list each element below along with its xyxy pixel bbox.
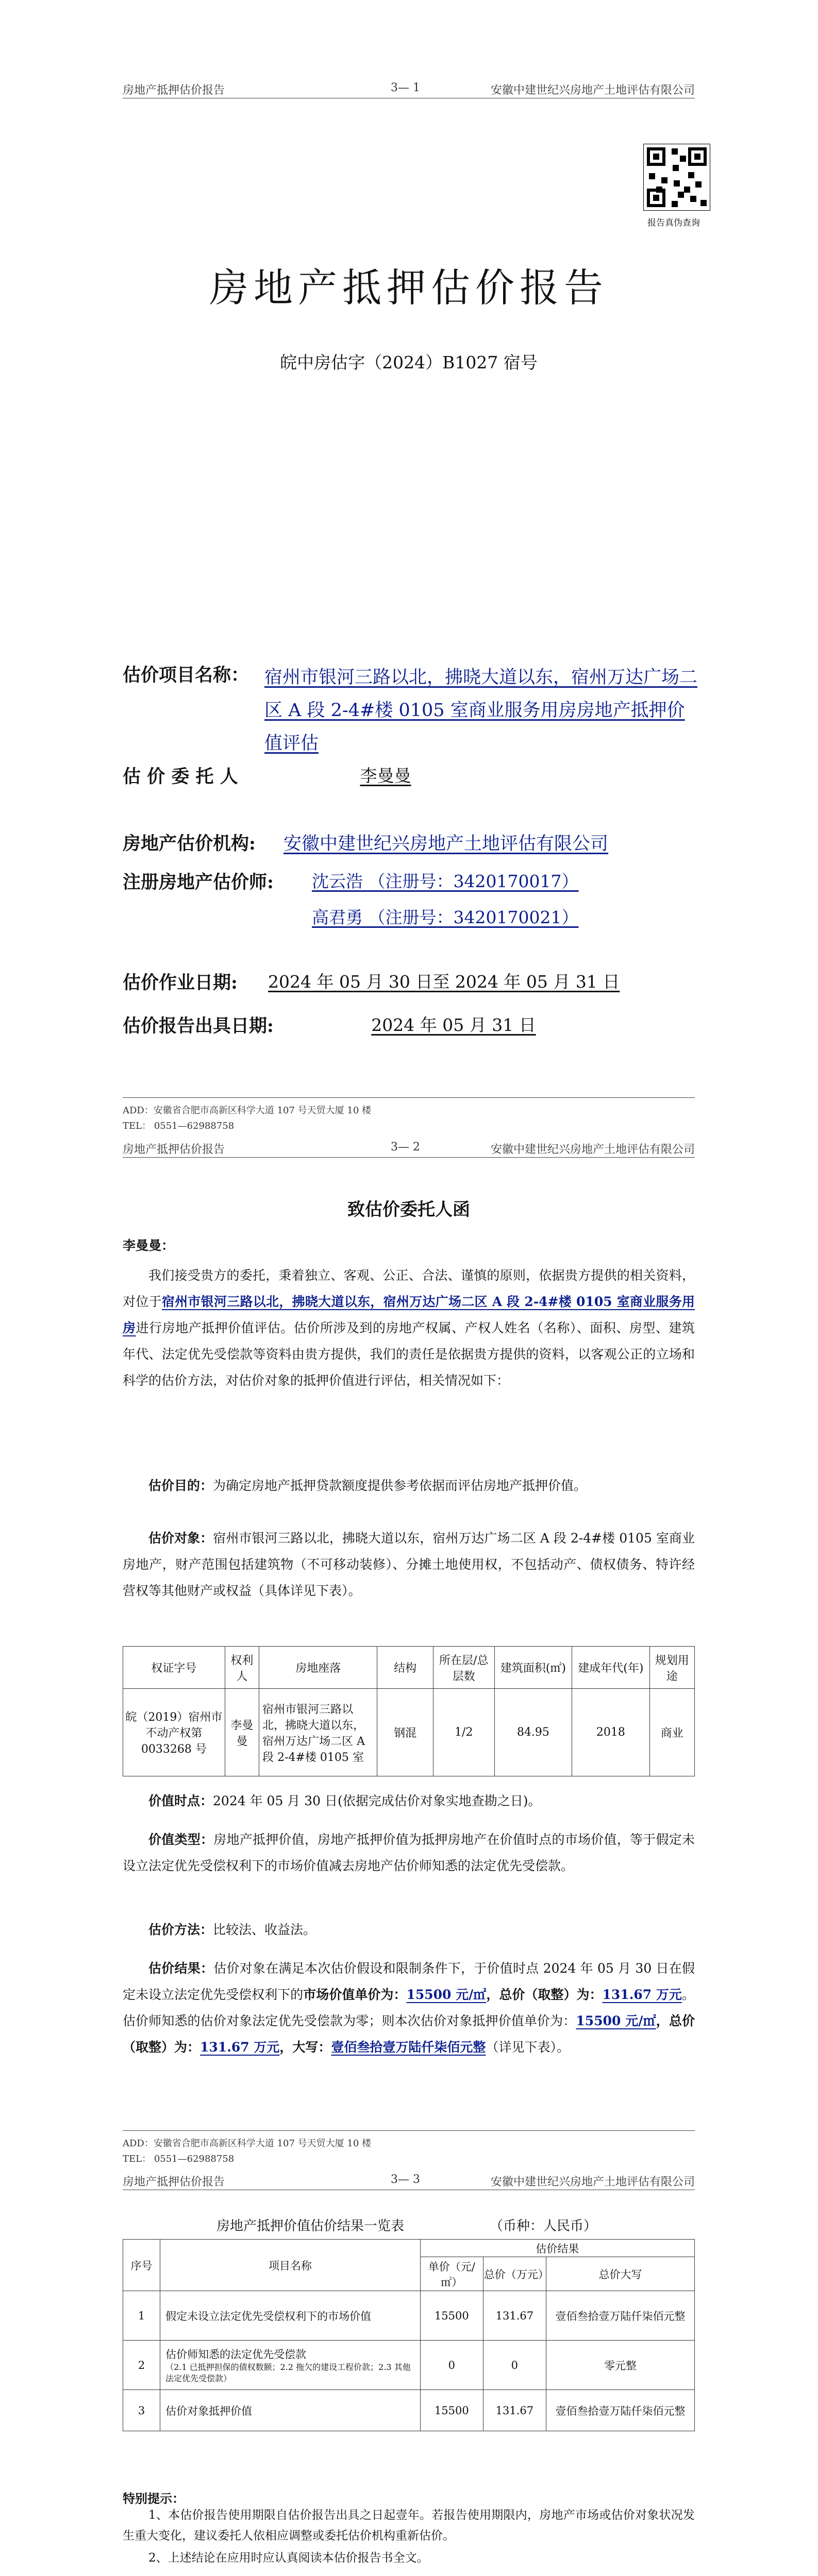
cell-area: 84.95	[494, 1689, 572, 1776]
cell-item	[160, 2341, 421, 2390]
table-row	[123, 1689, 695, 1776]
qr-caption: 报告真伪查询	[647, 218, 700, 228]
th-item: 项目名称	[160, 2240, 421, 2291]
cell-no: 1	[123, 2291, 160, 2341]
result-text-2: 市场价值单价为：	[303, 1987, 407, 2002]
qr-code-icon[interactable]	[643, 144, 710, 211]
issue-date-value: 2024 年 05 月 31 日	[371, 1015, 536, 1035]
p1-address: 宿州市银河三路以北，拂晓大道以东，宿州万达广场二区 A 段 2-4#楼 0105 室商业服务用房	[123, 1294, 695, 1335]
cell-owner: 李曼曼	[225, 1689, 259, 1776]
page-number: 3— 3	[391, 2173, 420, 2186]
cell-upper: 壹佰叁拾壹万陆仟柒佰元整	[546, 2390, 694, 2431]
report-number: 皖中房估字（2024）B1027 宿号	[280, 352, 538, 372]
cell-use: 商业	[649, 1689, 694, 1776]
method-text: 比较法、收益法。	[213, 1922, 316, 1937]
result-paragraph	[123, 1955, 695, 2060]
cell-structure: 钢混	[377, 1689, 433, 1776]
p1-a: 我们接受贵方的委托，秉着独立、客观、公正、合法、谨慎的原则，依据贵方提供的相关资料，对位于	[123, 1268, 695, 1309]
cell-upper: 壹佰叁拾壹万陆仟柒佰元整	[546, 2291, 694, 2341]
th-owner: 权利人	[225, 1647, 259, 1689]
date-text: 2024 年 05 月 30 日(依据完成估价对象实地查勘之日)。	[213, 1793, 541, 1808]
cell-cert: 皖（2019）宿州市不动产权第 0033268 号	[123, 1689, 225, 1776]
cell-item-title: 估价师知悉的法定优先受偿款	[165, 2348, 307, 2361]
appraiser-label: 注册房地产估价师:	[123, 872, 274, 893]
cell-no: 2	[123, 2341, 160, 2390]
header-right: 安徽中建世纪兴房地产土地评估有限公司	[490, 1143, 695, 1156]
footer-tel: TEL： 0551—62988758	[123, 1121, 235, 1131]
cell-total: 0	[483, 2341, 546, 2390]
type-label: 价值类型：	[148, 1832, 214, 1847]
th-total: 总价（万元）	[483, 2257, 546, 2291]
object-paragraph	[123, 1525, 695, 1604]
cell-floor: 1/2	[433, 1689, 494, 1776]
table-row	[123, 2291, 695, 2341]
mortgage-total-upper: 壹佰叁拾壹万陆仟柒佰元整	[331, 2040, 486, 2055]
header-right: 安徽中建世纪兴房地产土地评估有限公司	[490, 84, 695, 97]
page-header	[123, 2169, 695, 2190]
th-upper: 总价大写	[546, 2257, 694, 2291]
footer-address: ADD：安徽省合肥市高新区科学大道 107 号天贸大厦 10 楼	[123, 1105, 372, 1116]
purpose-paragraph	[123, 1472, 695, 1499]
project-value: 宿州市银河三路以北，拂晓大道以东，宿州万达广场二区 A 段 2-4#楼 0105 室商业服务用房房地产抵押价值评估	[264, 667, 698, 754]
result-text-1: 估价对象在满足本次估价假设和限制条件下，于价值时点 2024 年 05 月 30 日在假定未设立法定优先受偿权利下的	[123, 1961, 695, 2002]
th-no: 序号	[123, 2240, 160, 2291]
salutation: 李曼曼：	[123, 1238, 175, 1253]
type-paragraph	[123, 1826, 695, 1879]
th-area: 建筑面积(㎡)	[494, 1647, 572, 1689]
result-text-3: ，总价（取整）为：	[486, 1987, 603, 2002]
note-1: 1、本估价报告使用期限自估价报告出具之日起壹年。若报告使用期限内，房地产市场或估价对象状况发生重大变化，建议委托人依相应调整或委托估价机构重新估价。	[123, 2509, 695, 2543]
header-left: 房地产抵押估价报告	[123, 1143, 225, 1156]
client-label: 估 价 委 托 人	[123, 766, 238, 787]
work-date-label: 估价作业日期:	[123, 972, 238, 993]
th-floor: 所在层/总层数	[433, 1647, 494, 1689]
appraiser-1: 沈云浩 （注册号：3420170017）	[312, 871, 579, 891]
table-row	[123, 2341, 695, 2390]
issue-date-label: 估价报告出具日期:	[123, 1015, 274, 1037]
purpose-text: 为确定房地产抵押贷款额度提供参考依据而评估房地产抵押价值。	[213, 1478, 587, 1493]
cell-upper: 零元整	[546, 2341, 694, 2390]
org-label: 房地产估价机构:	[123, 833, 256, 854]
work-date-value: 2024 年 05 月 30 日至 2024 年 05 月 31 日	[268, 972, 620, 992]
page-footer	[123, 2130, 695, 2167]
footer-tel: TEL： 0551—62988758	[123, 2154, 235, 2164]
mortgage-total-price: 131.67 万元	[200, 2040, 280, 2055]
page-number: 3— 2	[391, 1141, 420, 1154]
cell-total: 131.67	[483, 2390, 546, 2431]
header-left: 房地产抵押估价报告	[123, 84, 225, 97]
header-right: 安徽中建世纪兴房地产土地评估有限公司	[490, 2176, 695, 2189]
cell-item: 估价对象抵押价值	[160, 2390, 421, 2431]
result-text-4: 。估价师知悉的估价对象法定优先受偿款为零；则本次估价对象抵押价值单价为：	[123, 1987, 695, 2028]
method-paragraph	[123, 1917, 695, 1943]
result-text-7: （详见下表）。	[486, 2040, 570, 2055]
cell-no: 3	[123, 2390, 160, 2431]
summary-table	[123, 2239, 695, 2431]
p1-c: 进行房地产抵押价值评估。估价所涉及到的房地产权属、产权人姓名（名称）、面积、房型、建筑年代、法定优先受偿款等资料由贵方提供，我们的责任是依据贵方提供的资料，以客观公正的立场和科学的估价方法，对估价对象的抵押价值进行评估，相关情况如下：	[123, 1320, 695, 1388]
cell-unit: 0	[420, 2341, 483, 2390]
table-row	[123, 2390, 695, 2431]
cell-unit: 15500	[420, 2390, 483, 2431]
header-left: 房地产抵押估价报告	[123, 2176, 225, 2189]
table-header-row	[123, 1647, 695, 1689]
page-header	[123, 1137, 695, 1158]
purpose-label: 估价目的：	[148, 1478, 213, 1493]
appraiser-2: 高君勇 （注册号：3420170021）	[312, 907, 579, 927]
date-paragraph	[123, 1788, 695, 1814]
result-text-6: ，大写：	[279, 2040, 331, 2055]
letter-title: 致估价委托人函	[347, 1199, 470, 1220]
project-label: 估价项目名称：	[123, 665, 249, 686]
market-unit-price: 15500 元/㎡	[406, 1987, 487, 2002]
type-text: 房地产抵押价值，房地产抵押价值为抵押房地产在价值时点的市场价值，等于假定未设立法定优先受偿权利下的市场价值减去房地产估价师知悉的法定优先受偿款。	[123, 1832, 695, 1873]
page-number: 3— 1	[391, 81, 420, 94]
client-value: 李曼曼	[360, 766, 411, 786]
object-label: 估价对象：	[148, 1531, 213, 1546]
summary-title: 房地产抵押价值估价结果一览表	[216, 2218, 405, 2234]
th-cert: 权证字号	[123, 1647, 225, 1689]
summary-currency: （币种：人民币）	[490, 2218, 597, 2234]
report-title: 房地产抵押估价报告	[209, 265, 608, 311]
result-label: 估价结果：	[148, 1961, 214, 1976]
method-label: 估价方法：	[148, 1922, 213, 1937]
th-structure: 结构	[377, 1647, 433, 1689]
cell-total: 131.67	[483, 2291, 546, 2341]
date-label: 价值时点：	[148, 1793, 213, 1808]
th-result: 估价结果	[420, 2240, 694, 2257]
property-table	[123, 1646, 695, 1776]
cell-year: 2018	[572, 1689, 649, 1776]
cell-item-note: （2.1 已抵押担保的债权数额；2.2 拖欠的建设工程价款；2.3 其他法定优先受偿款）	[165, 2362, 411, 2383]
cell-item: 假定未设立法定优先受偿权利下的市场价值	[160, 2291, 421, 2341]
cell-location: 宿州市银河三路以北，拂晓大道以东，宿州万达广场二区 A 段 2-4#楼 0105 室	[259, 1689, 377, 1776]
page-header	[123, 77, 695, 98]
page-footer	[123, 1097, 695, 1134]
th-year: 建成年代(年)	[572, 1647, 649, 1689]
th-location: 房地座落	[259, 1647, 377, 1689]
object-text: 宿州市银河三路以北，拂晓大道以东，宿州万达广场二区 A 段 2-4#楼 0105 室商业房地产，财产范围包括建筑物（不可移动装修）、分摊土地使用权，不包括动产、债权债务、特许经营权等其他财产或权益（具体详见下表）。	[123, 1531, 695, 1598]
th-unit: 单价（元/㎡）	[420, 2257, 483, 2291]
market-total-price: 131.67 万元	[602, 1987, 682, 2002]
notes-title: 特别提示：	[123, 2491, 185, 2506]
th-use: 规划用途	[649, 1647, 694, 1689]
org-value: 安徽中建世纪兴房地产土地评估有限公司	[283, 834, 609, 854]
cell-unit: 15500	[420, 2291, 483, 2341]
result-text-5: ，总价（取整）为：	[123, 2013, 695, 2055]
mortgage-unit-price: 15500 元/㎡	[576, 2013, 656, 2028]
letter-paragraph	[123, 1262, 695, 1394]
footer-address: ADD：安徽省合肥市高新区科学大道 107 号天贸大厦 10 楼	[123, 2138, 372, 2149]
note-2: 2、上述结论在应用时应认真阅读本估价报告书全文。	[148, 2551, 429, 2565]
